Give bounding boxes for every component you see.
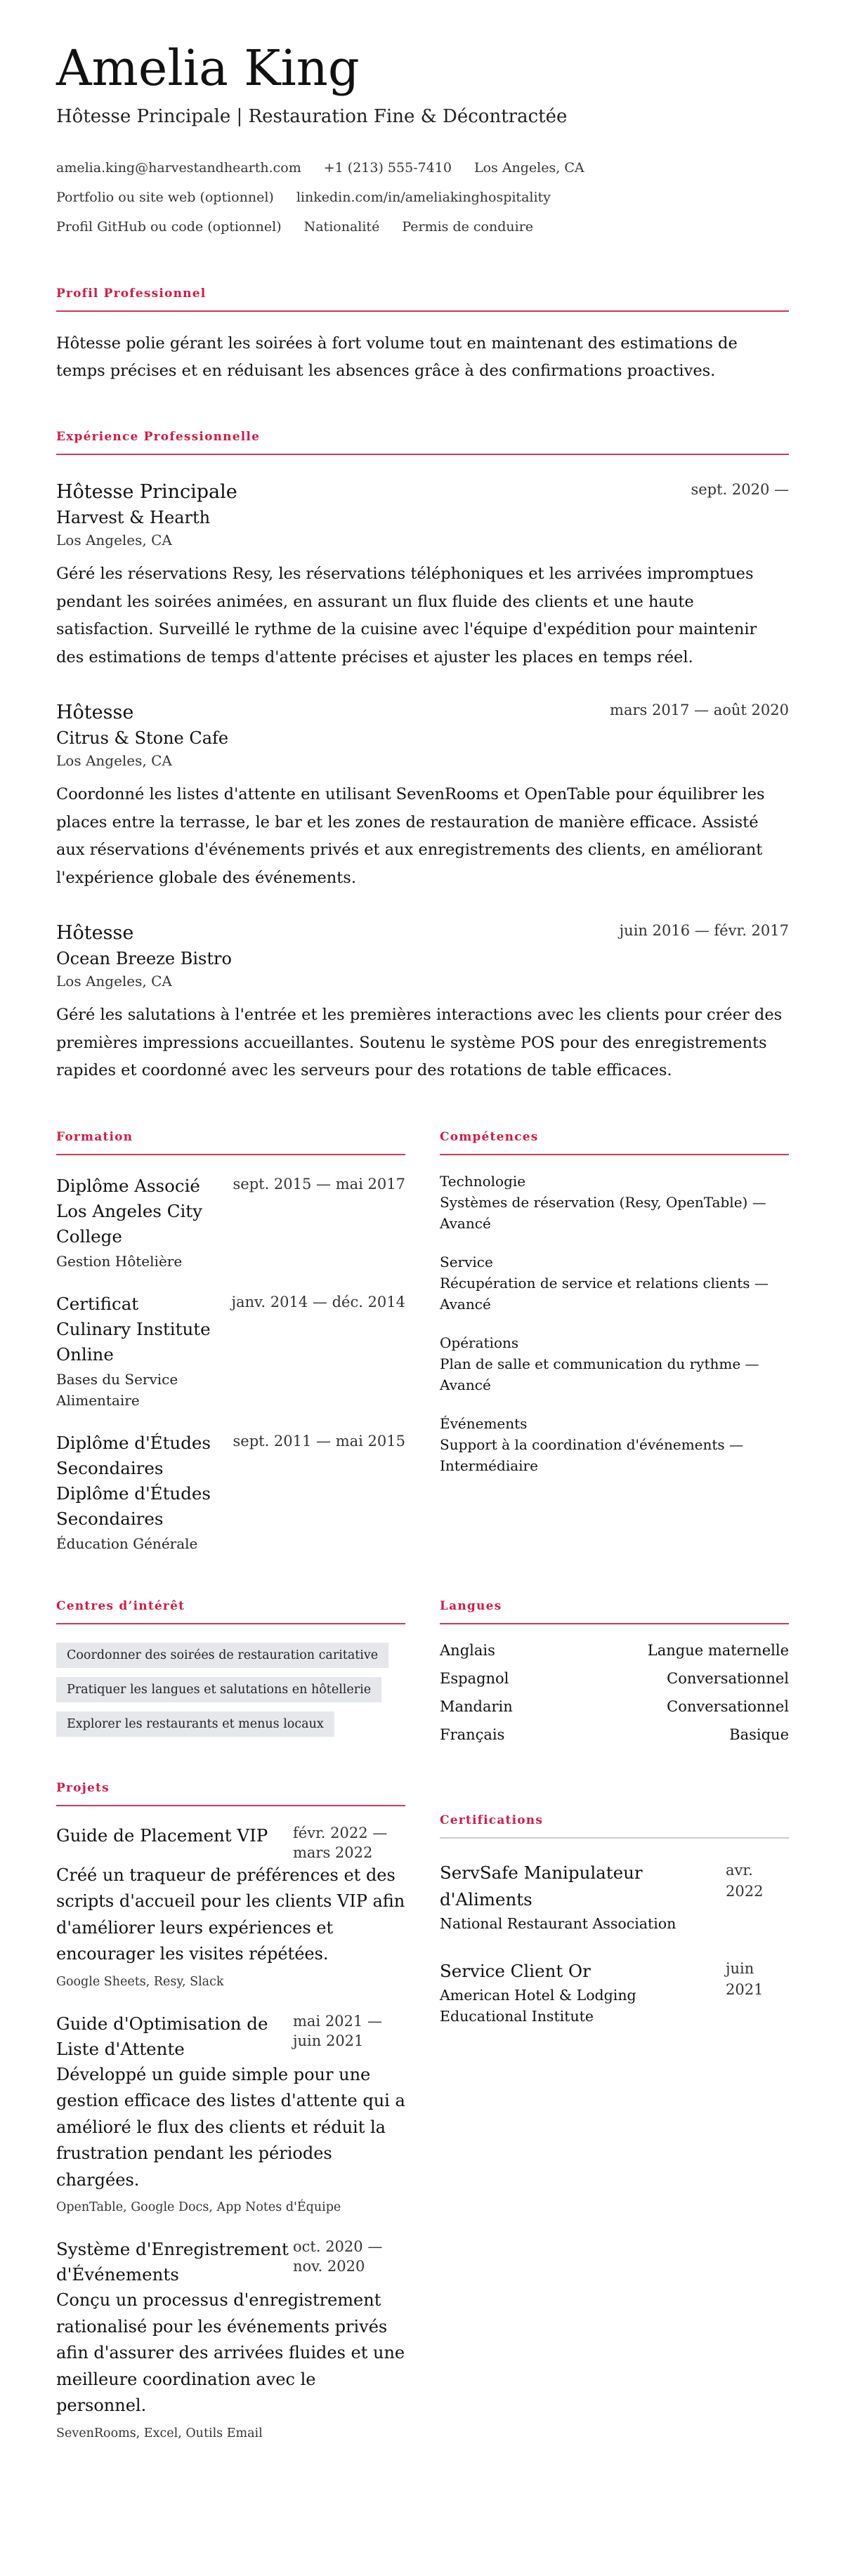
- certification-date: avr. 2022: [726, 1861, 764, 1900]
- language-name: Français: [440, 1726, 505, 1743]
- certifications-section: [440, 1781, 789, 2443]
- interest-list: [56, 1643, 405, 1746]
- job-title: Hôtesse Principale: [56, 481, 237, 503]
- projects-certifications-row: [56, 1781, 789, 2443]
- section-heading: Profil Professionnel: [56, 287, 789, 312]
- job-entry: [56, 920, 789, 1085]
- summary-text: Hôtesse polie gérant les soirées à fort volume tout en maintenant des estimations de temps précises et en réduisant les absences grâce à des confirmations proactives.: [56, 334, 738, 380]
- project-description: Conçu un processus d'enregistrement rationalisé pour les événements privés afin d'assurer des arrivées fluides et une meilleure coordination avec le personnel.: [56, 2290, 405, 2415]
- field: Bases du Service Alimentaire: [56, 1370, 178, 1409]
- project-tech: OpenTable, Google Docs, App Notes d'Équipe: [56, 2200, 341, 2214]
- section-heading: Certifications: [440, 1813, 789, 1839]
- education-entry: [56, 1174, 405, 1272]
- language-level: Conversationnel: [667, 1697, 789, 1715]
- job-description: Géré les salutations à l'entrée et les premières interactions avec les clients pour créer des premières impressions accueillantes. Soutenu le système POS pour des enregistrements rapides et coordonné avec les serveurs pour des rotations de table efficaces.: [56, 1006, 783, 1079]
- language-name: Anglais: [440, 1641, 495, 1659]
- project-entry: [56, 2011, 405, 2218]
- job-title: Hôtesse: [56, 922, 134, 944]
- language-name: Espagnol: [440, 1669, 509, 1687]
- certification-title: Service Client Or: [440, 1960, 591, 1981]
- skill-group: [440, 1171, 789, 1234]
- skill-category: Événements: [440, 1414, 528, 1432]
- company: Harvest & Hearth: [56, 508, 211, 527]
- school: Diplôme d'Études Secondaires: [56, 1483, 211, 1529]
- field: Gestion Hôtelière: [56, 1252, 183, 1270]
- project-description: Développé un guide simple pour une gestion efficace des listes d'attente qui a amélioré le flux des clients et réduit la frustration pendant les périodes chargées.: [56, 2064, 405, 2190]
- job-entry: [56, 699, 789, 892]
- education-section: [56, 1130, 405, 1554]
- project-title: Système d'Enregistrement d'Événements: [56, 2239, 289, 2285]
- education-entry: [56, 1431, 405, 1554]
- job-date: mars 2017 — août 2020: [610, 702, 789, 718]
- field: Éducation Générale: [56, 1535, 198, 1552]
- job-date: sept. 2020 —: [691, 481, 789, 498]
- project-title: Guide d'Optimisation de Liste d'Attente: [56, 2013, 268, 2059]
- certification-entry: [440, 1958, 789, 2027]
- language-level: Conversationnel: [667, 1669, 789, 1687]
- certification-date: juin 2021: [726, 1959, 764, 1998]
- contact-info: [56, 153, 789, 242]
- company: Citrus & Stone Cafe: [56, 728, 229, 748]
- portfolio-link[interactable]: Portfolio ou site web (optionnel): [56, 190, 274, 205]
- job-location: Los Angeles, CA: [56, 973, 172, 990]
- location: Los Angeles, CA: [473, 160, 584, 176]
- candidate-name: Amelia King: [56, 39, 360, 97]
- degree: Certificat: [56, 1293, 139, 1314]
- contact-row: [56, 212, 789, 242]
- education-entry: [56, 1292, 405, 1411]
- project-tech: SevenRooms, Excel, Outils Email: [56, 2426, 263, 2440]
- section-heading: Centres d’intérêt: [56, 1599, 405, 1624]
- skill-detail: Systèmes de réservation (Resy, OpenTable) — Avancé: [440, 1193, 766, 1232]
- job-location: Los Angeles, CA: [56, 752, 172, 769]
- language-level: Basique: [729, 1726, 789, 1743]
- education-date: sept. 2015 — mai 2017: [233, 1175, 405, 1192]
- project-title: Guide de Placement VIP: [56, 1825, 268, 1846]
- education-skills-row: [56, 1130, 789, 1554]
- projects-section: [56, 1781, 405, 2443]
- section-heading: Projets: [56, 1781, 405, 1806]
- skill-group: [440, 1251, 789, 1315]
- section-heading: Compétences: [440, 1130, 789, 1155]
- contact-row: [56, 153, 789, 183]
- summary-section: [56, 287, 789, 385]
- project-date: oct. 2020 — nov. 2020: [293, 2238, 383, 2275]
- skills-section: [440, 1130, 789, 1554]
- job-description: Géré les réservations Resy, les réservations téléphoniques et les arrivées impromptues pendant les soirées animées, en assurant un flux fluide des clients et une haute satisfaction. Surveillé le rythme de la cuisine avec l'équipe d'expédition pour maintenir des estimations de temps d'attente précises et ajuster les places en temps réel.: [56, 565, 757, 666]
- language-row: [440, 1640, 789, 1661]
- interests-languages-row: [56, 1599, 789, 1746]
- degree: Diplôme Associé: [56, 1175, 200, 1196]
- job-date: juin 2016 — févr. 2017: [619, 922, 789, 939]
- skill-detail: Plan de salle et communication du rythme — Avancé: [440, 1355, 759, 1393]
- project-entry: [56, 2237, 405, 2443]
- job-title: Hôtesse: [56, 702, 134, 723]
- school: Los Angeles City College: [56, 1200, 202, 1247]
- github-link[interactable]: Profil GitHub ou code (optionnel): [56, 219, 282, 235]
- project-description: Créé un traqueur de préférences et des scripts d'accueil pour les clients VIP afin d'améliorer leurs expériences et encourager les visites répétées.: [56, 1865, 405, 1964]
- job-entry: [56, 479, 789, 671]
- project-entry: [56, 1823, 405, 1992]
- certification-entry: [440, 1860, 789, 1934]
- driving-license: Permis de conduire: [402, 219, 534, 235]
- skill-detail: Support à la coordination d'événements — Intermédiaire: [440, 1435, 744, 1474]
- certification-org: National Restaurant Association: [440, 1914, 677, 1932]
- interests-section: [56, 1599, 405, 1746]
- email-link[interactable]: amelia.king@harvestandhearth.com: [56, 160, 301, 176]
- degree: Diplôme d'Études Secondaires: [56, 1432, 211, 1478]
- skill-category: Service: [440, 1253, 493, 1270]
- job-location: Los Angeles, CA: [56, 532, 172, 548]
- project-date: mai 2021 — juin 2021: [293, 2012, 382, 2049]
- section-heading: Formation: [56, 1130, 405, 1155]
- certification-title: ServSafe Manipulateur d'Aliments: [440, 1862, 643, 1910]
- contact-row: [56, 183, 789, 212]
- language-row: [440, 1696, 789, 1717]
- candidate-title: Hôtesse Principale | Restauration Fine & Décontractée: [56, 106, 568, 127]
- skill-category: Technologie: [440, 1172, 526, 1190]
- language-row: [440, 1668, 789, 1689]
- skill-category: Opérations: [440, 1334, 519, 1351]
- experience-section: [56, 430, 789, 1085]
- languages-section: [440, 1599, 789, 1746]
- interest-chip: Explorer les restaurants et menus locaux: [56, 1711, 334, 1737]
- certification-org: American Hotel & Lodging Educational Institute: [440, 1986, 636, 2025]
- skill-group: [440, 1332, 789, 1395]
- section-heading: Langues: [440, 1599, 789, 1624]
- language-level: Langue maternelle: [647, 1641, 789, 1659]
- company: Ocean Breeze Bistro: [56, 949, 232, 968]
- language-row: [440, 1724, 789, 1745]
- skill-group: [440, 1413, 789, 1476]
- nationality: Nationalité: [303, 219, 380, 235]
- skill-detail: Récupération de service et relations clients — Avancé: [440, 1274, 769, 1313]
- school: Culinary Institute Online: [56, 1318, 211, 1365]
- resume-header: [56, 37, 789, 242]
- language-name: Mandarin: [440, 1697, 513, 1715]
- education-date: sept. 2011 — mai 2015: [233, 1432, 405, 1450]
- phone: +1 (213) 555-7410: [323, 160, 452, 176]
- project-date: févr. 2022 — mars 2022: [293, 1824, 388, 1861]
- interest-chip: Pratiquer les langues et salutations en hôtellerie: [56, 1677, 381, 1702]
- linkedin-link[interactable]: linkedin.com/in/ameliakinghospitality: [296, 190, 551, 205]
- interest-chip: Coordonner des soirées de restauration caritative: [56, 1643, 388, 1668]
- section-heading: Expérience Professionnelle: [56, 430, 789, 455]
- education-date: janv. 2014 — déc. 2014: [231, 1293, 405, 1310]
- job-description: Coordonné les listes d'attente en utilisant SevenRooms et OpenTable pour équilibrer les places entre la terrasse, le bar et les zones de restauration de manière efficace. Assisté aux réservations d'événements privés et aux enregistrements des clients, en améliorant l'expérience globale des événements.: [56, 785, 765, 887]
- project-tech: Google Sheets, Resy, Slack: [56, 1974, 224, 1989]
